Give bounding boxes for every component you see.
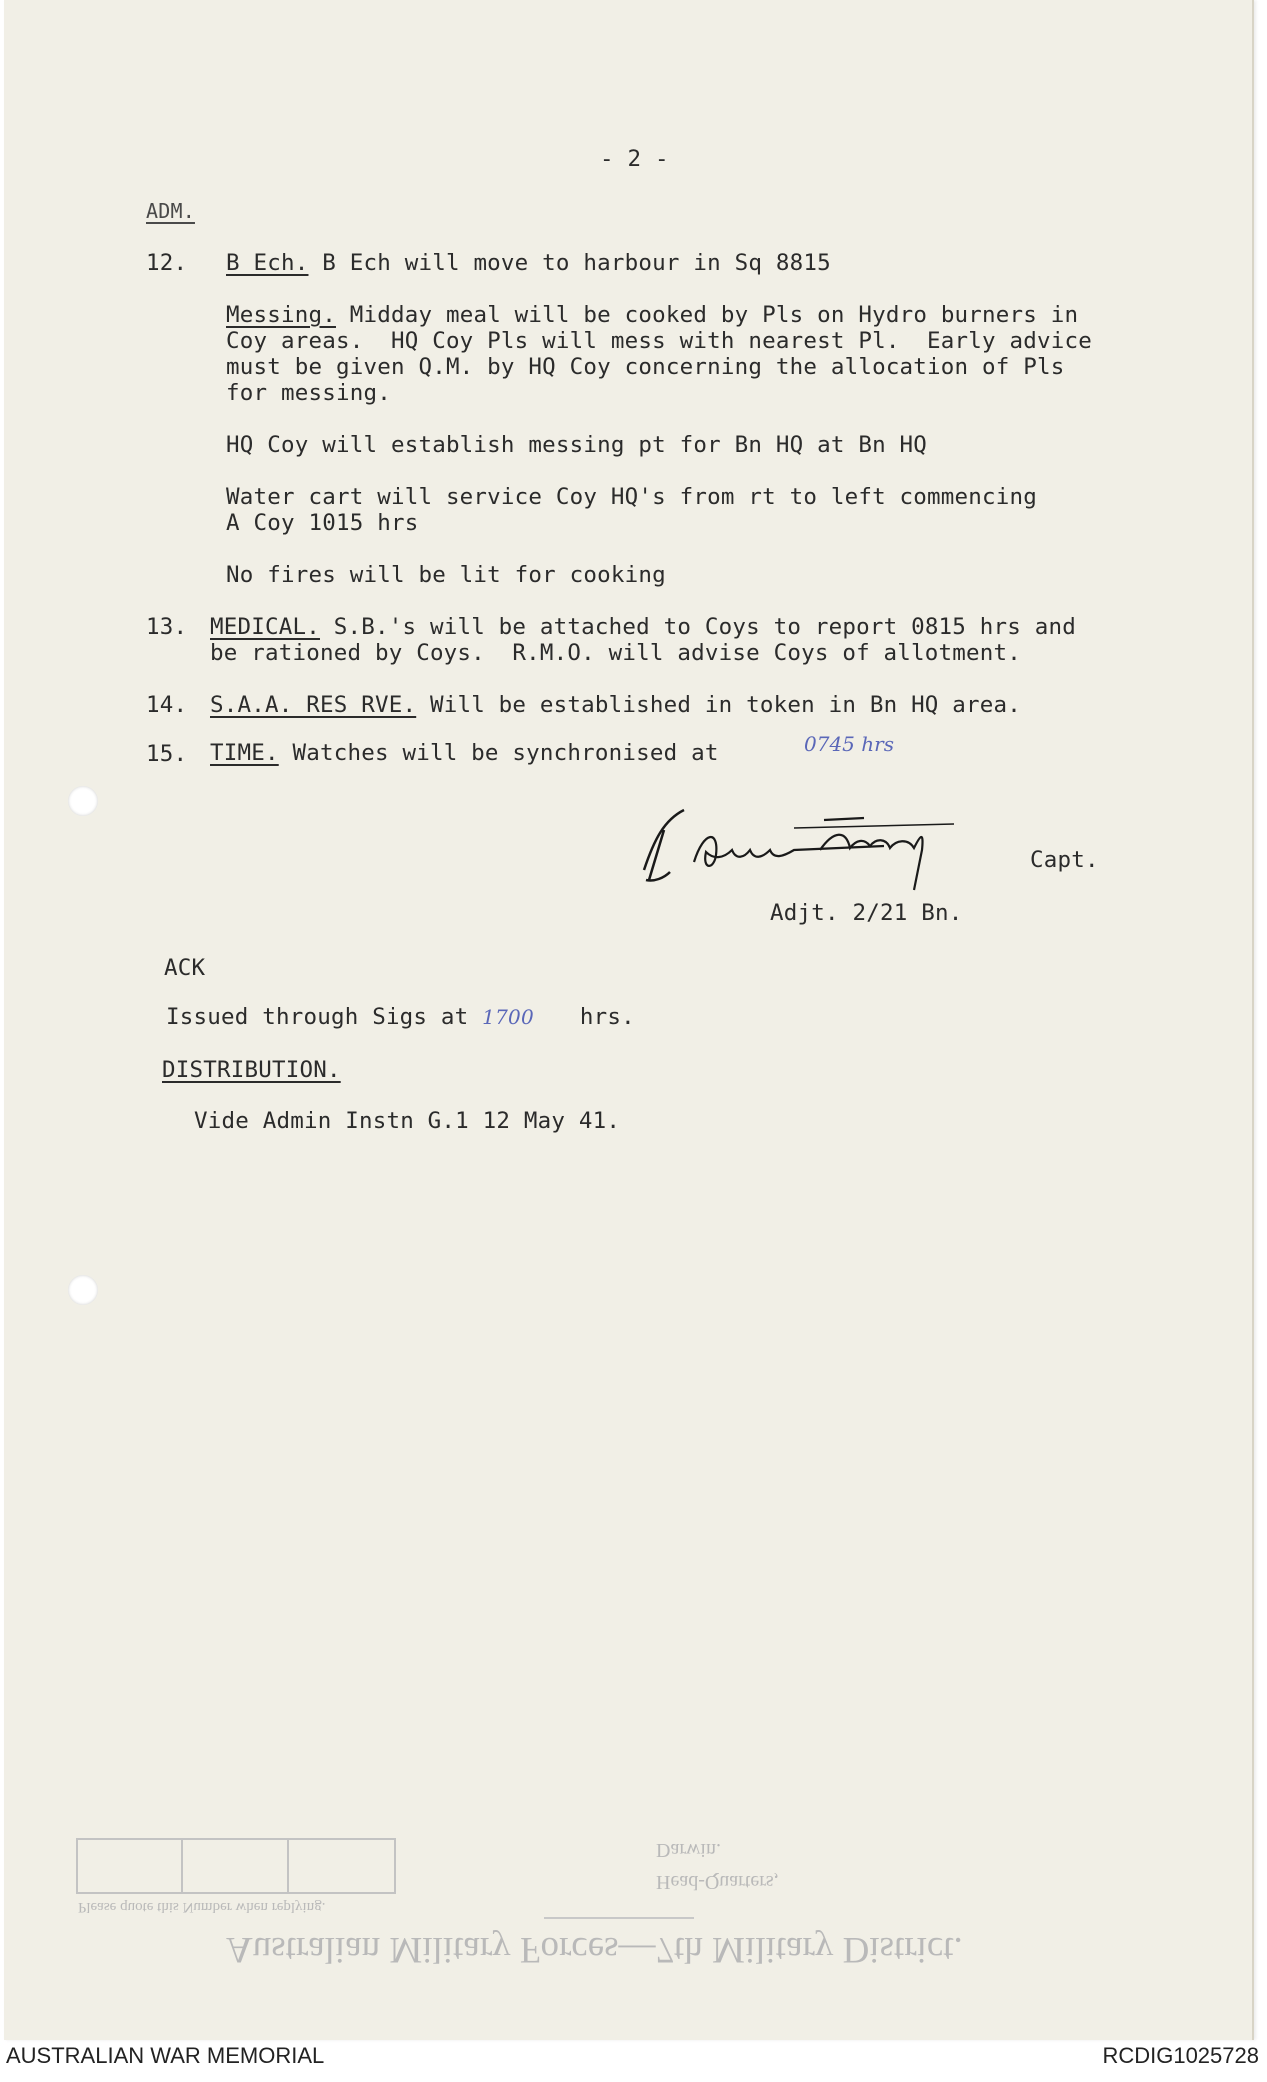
- ack-label: ACK: [164, 955, 206, 981]
- para-13-number: 13.: [146, 614, 188, 640]
- para-13-text-1: S.B.'s will be attached to Coys to report 0815 hrs and: [319, 614, 1077, 640]
- water-cart-line-2: A Coy 1015 hrs: [226, 510, 419, 536]
- para-15-number: 15.: [146, 741, 188, 767]
- messing-line-2: Coy areas. HQ Coy Pls will mess with nearest Pl. Early advice: [226, 328, 1093, 354]
- para-13-heading: MEDICAL.: [210, 614, 320, 640]
- para-13-line-2: be rationed by Coys. R.M.O. will advise Coys of allotment.: [210, 640, 1022, 666]
- messing-text-1: Midday meal will be cooked by Pls on Hydro burners in: [335, 302, 1079, 328]
- document-page: [4, 0, 1254, 2040]
- messing-line-1: [226, 302, 1078, 328]
- para-12-line: [226, 250, 831, 276]
- para-13-line-1: [210, 614, 1076, 640]
- issued-handwritten-time: 1700: [482, 1005, 534, 1029]
- bleed-through-line-1: Australian Military Forces—7th Military District.: [226, 1929, 963, 1970]
- bleed-through-line-4: Please quote this Number when replying.: [78, 1899, 326, 1915]
- signature: [624, 800, 1004, 900]
- hq-messing-line: HQ Coy will establish messing pt for Bn HQ at Bn HQ: [226, 432, 928, 458]
- para-12-heading: B Ech.: [226, 250, 309, 276]
- distribution-heading: DISTRIBUTION.: [162, 1057, 341, 1083]
- water-cart-line-1: Water cart will service Coy HQ's from rt to left commencing: [226, 484, 1038, 510]
- issued-prefix: Issued through Sigs at: [166, 1004, 483, 1030]
- para-12-number: 12.: [146, 250, 188, 276]
- signature-appointment: Adjt. 2/21 Bn.: [770, 900, 963, 926]
- para-15-line: [210, 740, 732, 766]
- signature-rank: Capt.: [1030, 847, 1099, 873]
- para-14-heading: S.A.A. RES RVE.: [210, 692, 417, 718]
- para-14-number: 14.: [146, 692, 188, 718]
- messing-heading: Messing.: [226, 302, 336, 328]
- footer-right: RCDIG1025728: [1102, 2043, 1259, 2068]
- bleed-through-rule: [544, 1917, 694, 1919]
- footer-left: AUSTRALIAN WAR MEMORIAL: [6, 2043, 325, 2068]
- page-number: - 2 -: [600, 146, 669, 172]
- punch-hole-bottom: [68, 1275, 98, 1305]
- bleed-through-line-3: Darwin.: [656, 1839, 721, 1861]
- no-fires-line: No fires will be lit for cooking: [226, 562, 666, 588]
- para-15-heading: TIME.: [210, 740, 279, 766]
- section-heading: ADM.: [146, 199, 195, 223]
- para-12-text: B Ech will move to harbour in Sq 8815: [308, 250, 831, 276]
- punch-hole-top: [68, 786, 98, 816]
- messing-line-3: must be given Q.M. by HQ Coy concerning the allocation of Pls: [226, 354, 1065, 380]
- messing-line-4: for messing.: [226, 380, 391, 406]
- distribution-text: Vide Admin Instn G.1 12 May 41.: [194, 1108, 621, 1134]
- para-14-line: [210, 692, 1021, 718]
- para-15-text: Watches will be synchronised at: [278, 740, 733, 766]
- para-15-handwritten-time: 0745 hrs: [804, 732, 894, 756]
- issued-suffix: hrs.: [566, 1004, 635, 1030]
- bleed-through-line-2: Head-Quarters,: [656, 1871, 779, 1893]
- bleed-through-box: [76, 1838, 398, 1896]
- issued-line: [166, 1004, 635, 1030]
- para-14-text: Will be established in token in Bn HQ area.: [416, 692, 1022, 718]
